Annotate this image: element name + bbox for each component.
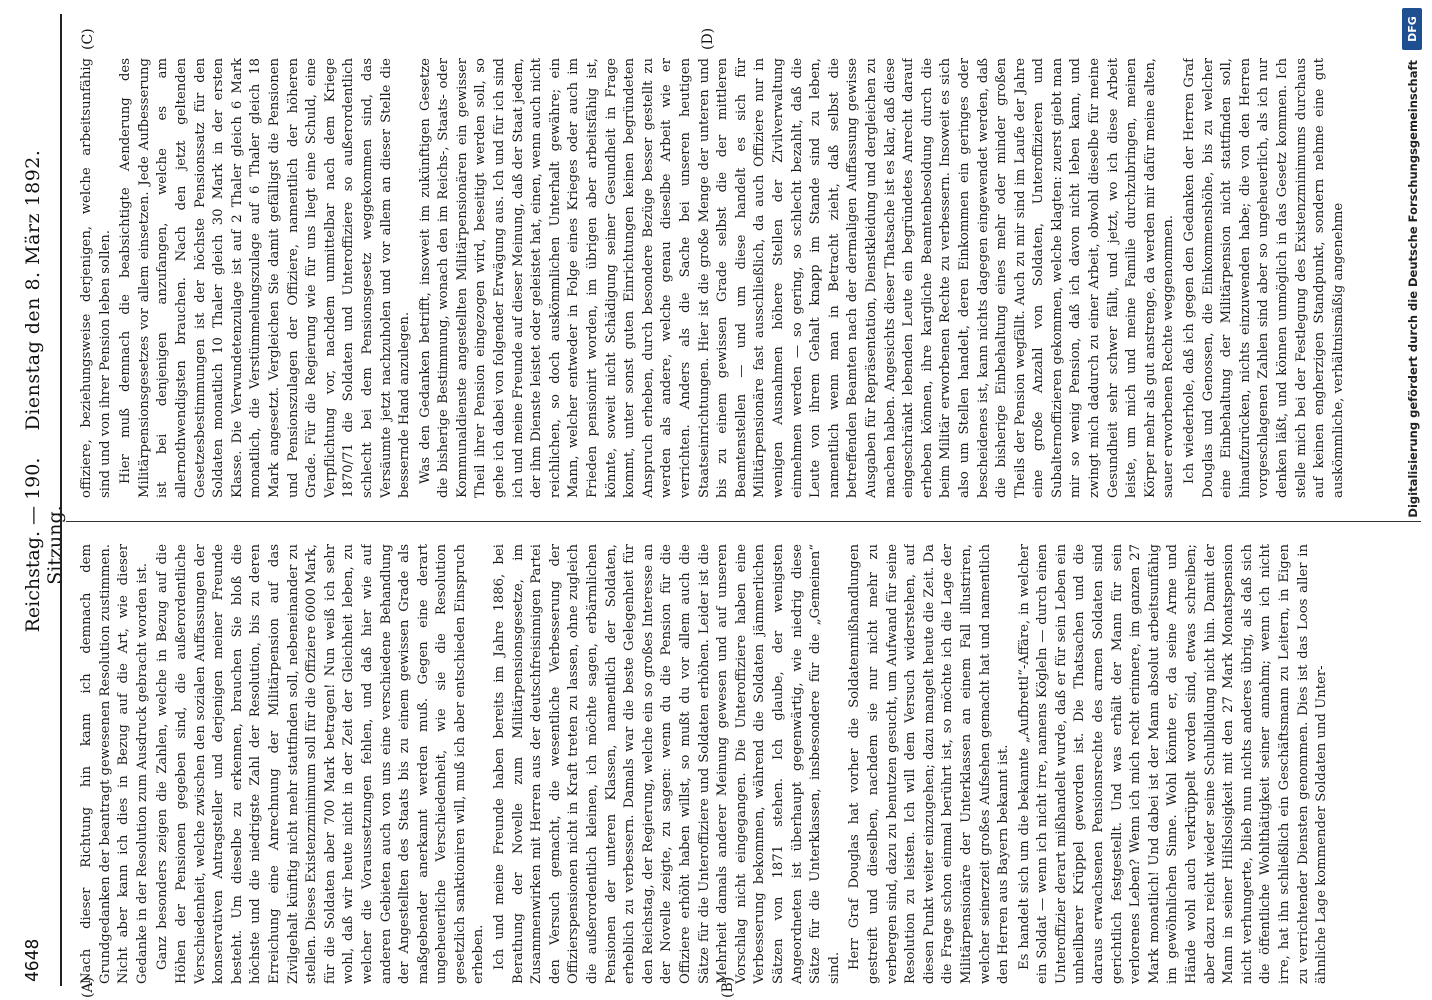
text-column-right [78,58,1418,498]
paragraph: offiziere, beziehungsweise derjenigen, welche arbeitsunfähig sind und von ihrer Pension leben sollen. [79,58,113,498]
digitization-footer [1398,0,1428,880]
dfg-logo: DFG [1402,8,1422,50]
paragraph: Es handelt sich um die bekannte „Aufbrettl“-Affäre, in welcher ein Soldat — wenn ich nicht irre, namens Kögleln — durch einen Unteroffizier derart mißhandelt wurde, daß er für sein Leben ein unheilbarer Krüppel geworden ist. Die Thatsachen und die daraus erwachsenen Pensionsrechte des armen Soldaten sind gerichtlich festgestellt. Und was erhält der Mann für sein verlorenes Leben? Wenn ich mich recht erinnere, im ganzen 27 Mark monatlich! Und dabei ist der Mann absolut arbeitsunfähig im gewöhnlichen Sinne. Wohl könnte er, da seine Arme und Hände wohl auch verkrüppelt worden sind, etwas schreiben; aber dazu reicht wieder seine Schulbildung nicht hin. Damit der Mann in seiner Hilfslosigkeit mit den 27 Mark Monatspension nicht verhungerte, blieb nun nichts anderes übrig, als daß sich die öffentliche Wohlthätigkeit seiner annahm; wenn ich nicht irre, hat ihn schließlich ein Geschäftsmann zu Leitern, in Eigen zu verrichtender Diensten genommen. Dies ist das Loos aller in ähnliche Lage kommender Soldaten und Unter- [1016,544,1330,984]
text-column-left [78,544,1418,984]
header-session-title: Reichstag. — 190. Sitzung. [22,457,66,633]
paragraph: Was den Gedanken betrifft, insoweit im zukünftigen Gesetze die bisherige Bestimmung, wonach den im Reichs-, Staats- oder Kommunaldienste angestellten Militärpensionären ein gewisser Theil ihrer Pension eingezogen wird, beseitigt werden soll, so gehe ich dabei von folgender Erwägung aus. Ich und für ich sind ich und meine Freunde auf dieser Meinung, daß der Staat jedem, der ihm Dienste leistet oder geleistet hat, einen, wenn auch nicht reichlichen, so doch auskömmlichen Unterhalt gewähre; ein Mann, welcher entweder in Folge eines Krieges oder auch im Frieden pensionirt worden, im übrigen aber arbeitsfähig ist, könnte, soweit nicht Schädigung seiner Gesundheit in Frage kommt, unter sonst guten Einrichtungen keinen begründeten Anspruch erheben, durch besondere Bezüge besser gestellt zu werden als andere, welche genau dieselbe Arbeit wie er verrichten. Anders als die Sache bei unseren heutigen Staatseinrichtungen. Hier ist die große Menge der unteren und bis zu einem gewissen Grade selbst die der mittleren Beamtenstellen — und um diese handelt es sich für Militärpensionäre fast ausschließlich, da auch Offiziere nur in wenigen Ausnahmen höhere Stellen der Zivilverwaltung einnehmen werden — so gering, so schlecht bezahlt, daß die Leute von ihrem Gehalt knapp im Stande sind zu leben, namentlich wenn man in Betracht zieht, daß selbst die betreffenden Beamten nach der dermaligen Auffassung gewisse Ausgaben für Repräsentation, Dienstkleidung und dergleichen zu machen haben. Angesichts dieser Thatsache ist es klar, daß diese eingeschränkt lebenden Leute ein begründetes Anrecht darauf erheben können, ihre kargliche Beamtenbesoldung durch die beim Militär erworbenen Rechte zu verbessern. Insoweit es sich also um Stellen handelt, deren Einkommen ein geringes oder bescheidenes ist, kann nichts dagegen eingewendet werden, daß die bisherige Einbehaltung eines mehr oder minder großen Theils der Pension wegfällt. Auch zu mir sind im Laufe der Jahre eine große Anzahl von Soldaten, Unteroffizieren und Subalternoffizieren gekommen, welche klagten: zuerst giebt man mir so wenig Pension, daß ich davon nicht leben kann, und zwingt mich dadurch zu einer Arbeit, obwohl dieselbe für meine Gesundheit sehr schwer fällt, und jetzt, wo ich diese Arbeit leiste, um mich und meine Familie durchzubringen, meinen Körper mehr als gut anstrenge, da werden mir dafür meine alten, sauer erworbenen Rechte weggenommen. [417,58,1177,498]
header-rule [60,14,62,986]
paragraph: Nach dieser Richtung hin kann ich demnach dem Grundgedanken der beantragt gewesenen Resolution zustimmen. Nicht aber kann ich dies in Bezug auf die Art, wie dieser Gedanke in der Resolution zum Ausdruck gebracht worden ist. [79,544,150,984]
paragraph: Hier muß demnach die beabsichtigte Aenderung des Militärpensionsgesetzes vor allem einsetzen. Jede Aufbesserung ist bei denjenigen anzufangen, welche es am allernothwendigsten brauchen. Nach den jetzt geltenden Gesetzesbestimmungen ist der höchste Pensionssatz für den Soldaten monatlich 10 Thaler gleich 30 Mark in der ersten Klasse. Die Verwundetenzulage ist auf 2 Thaler gleich 6 Mark monatlich, die Verstümmelungszulage auf 6 Thaler gleich 18 Mark angesetzt. Vergleichen Sie damit gefälligst die Pensionen und Pensionszulagen der Offiziere, namentlich der höheren Grade. Für die Regierung wie für uns liegt eine Schuld, eine Verpflichtung vor, nachdem unmittelbar nach dem Kriege 1870/71 die Soldaten und Unteroffiziere so außerordentlich schlecht bei dem Pensionsgesetz weggekommen sind, das Versäumte jetzt nachzuholen und vor allem an dieser Stelle die bessernde Hand anzulegen. [118,58,413,498]
page-number: 4648 [22,938,43,982]
paragraph: Ich wiederhole, daß ich gegen den Gedanken der Herren Graf Douglas und Genossen, die Einkommenshöhe, bis zu welcher eine Einbehaltung der Militärpension nicht stattfinden soll, hinaufzurücken, nichts einzuwenden habe; die von den Herren vorgeschlagenen Zahlen sind aber so ungeheuerlich, als ich nur denken läßt, und können unmöglich in das Gesetz kommen. Ich stelle mich bei der Festlegung des Existenzminimums durchaus auf keinen engherzigen Standpunkt, sondern nehme eine gut auskömmliche, verhältnismäßig angenehme [1182,58,1346,498]
paragraph: Herr Graf Douglas hat vorher die Soldatenmißhandlungen gestreift und dieselben, nachdem sie nur nicht mehr zu verbergen sind, dazu zu benutzen gesucht, um Aufwand für seine Resolution zu leisten. Ich will dem Versuch widerstehen, auf diesen Punkt weiter einzugehen; dazu mangelt heute die Zeit. Da die Frage schon einmal berührt ist, so möchte ich die Lage der Militärpensionäre der Unterklassen an einem Fall illustriren, welcher seinerzeit großes Aufsehen gemacht hat und namentlich den Herren aus Bayern bekannt ist. [847,544,1012,984]
column-divider [66,521,1421,522]
paragraph: Ich und meine Freunde haben bereits im Jahre 1886, bei Berathung der Novelle zum Militärpensionsgesetze, im Zusammenwirken mit Herren aus der deutschfreisinnigen Partei den Versuch gemacht, die wesentliche Verbesserung der Offizierspensionen nicht in Kraft treten zu lassen, ohne zugleich die außerordentlich kleinen, ich möchte sagen, erbärmlichen Pensionen der unteren Klassen, namentlich der Soldaten, erheblich zu verbessern. Damals war die beste Gelegenheit für den Reichstag, der Regierung, welche ein so großes Interesse an der Novelle zeigte, zu sagen: wenn du die Pension für die Offiziere erhöht haben willst, so mußt du vor allem auch die Sätze für die Unteroffiziere und Soldaten erhöhen. Leider ist die Mehrheit damals anderer Meinung gewesen und auf unseren Vorschlag nicht eingegangen. Die Unteroffiziere haben eine Verbesserung bekommen, während die Soldaten jämmerlichen Sätzen von 1871 stehen. Ich glaube, der wenigsten Angeordneten ist überhaupt gegenwärtig, wie niedrig diese Sätze für die Unterklassen, insbesondere für die „Gemeinen“ sind. [492,544,842,984]
margin-marker-a: (A) [80,976,96,998]
margin-marker-d: (D) [700,27,716,50]
header-date: Dienstag den 8. März 1892. [22,149,44,431]
funding-notice: Digitalisierung gefördert durch die Deutsche Forschungsgemeinschaft [1406,60,1420,518]
margin-marker-c: (C) [80,28,96,50]
margin-marker-b: (B) [720,976,736,998]
paragraph: Ganz besonders zeigen die Zahlen, welche in Bezug auf die Höhen der Pensionen gegeben sind, die außerordentliche Verschiedenheit, welche zwischen den sozialen Auffassungen der konservativen Antragsteller und derjenigen meiner Freunde besteht. Um dieselbe zu erkennen, brauchen Sie bloß die höchste und die niedrigste Zahl der Resolution, bis zu deren Erreichung eine Anrechnung der Militärpension auf das Zivilgehalt künftig nicht mehr stattfinden soll, nebeneinander zu stellen. Dieses Existenzminimum soll für die Offiziere 6000 Mark, für die Soldaten aber 700 Mark betragen! Nun weiß ich sehr wohl, daß wir heute nicht in der Zeit der Gleichheit leben, zu welcher die Voraussetzungen fehlen, und daß hier wie auf anderen Gebieten auch von uns eine verschiedene Behandlung der Angestellten des Staats bis zu einem gewissen Grade als maßgebender anerkannt werden muß. Gegen eine derart ungeheuerliche Verschiedenheit, wie sie die Resolution gesetzlich sanktioniren will, muß ich aber entschieden Einspruch erheben. [155,544,487,984]
